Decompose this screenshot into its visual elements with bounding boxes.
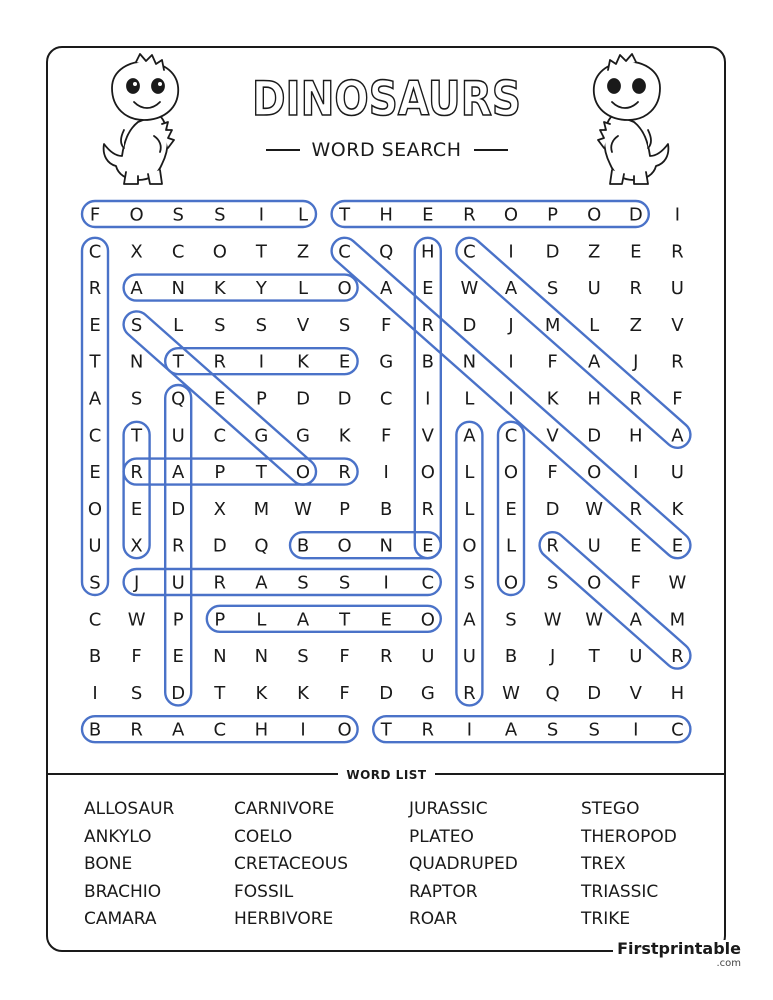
grid-cell[interactable]: S [255,314,268,336]
grid-cell[interactable]: A [296,609,310,631]
grid-cell[interactable]: N [129,351,144,373]
word-list-column [234,796,348,934]
grid-cell[interactable]: W [585,609,604,631]
grid-cell[interactable]: M [669,609,686,631]
highlight-ankylo [124,275,358,301]
grid-cell[interactable]: A [88,388,102,410]
grid-cell[interactable]: I [466,719,473,741]
grid-cell[interactable]: R [546,535,559,557]
grid-cell[interactable]: P [214,462,226,484]
grid-cell[interactable]: W [502,682,520,704]
grid-cell[interactable]: N [379,535,393,557]
grid-cell[interactable]: L [297,278,309,300]
grid-cell[interactable]: E [89,462,101,484]
grid-cell[interactable]: L [464,388,475,410]
grid-cell[interactable]: I [383,462,389,484]
grid-cell[interactable]: W [668,572,687,594]
grid-cell[interactable]: K [546,388,559,410]
grid-cell[interactable]: L [256,609,267,631]
grid-cell[interactable]: T [339,609,351,631]
grid-cell[interactable]: C [338,241,351,263]
grid-cell[interactable]: B [88,719,102,741]
grid-cell[interactable]: A [172,462,185,484]
grid-cell[interactable]: U [421,646,435,668]
grid-cell[interactable]: W [460,278,479,300]
word-list-item: BRACHIO [84,881,162,902]
grid-cell[interactable]: O [503,204,519,226]
grid-cell[interactable]: A [255,572,268,594]
grid-cell[interactable]: D [171,498,186,520]
grid-cell[interactable]: B [380,498,393,520]
word-list-title: WORD LIST [338,768,434,782]
word-list-item: ALLOSAUR [84,799,175,819]
grid-cell[interactable]: R [671,646,684,668]
grid-cell[interactable]: R [338,462,351,484]
grid-cell[interactable]: F [547,351,558,373]
brand-name: Firstprintable [617,939,741,958]
grid-cell[interactable]: R [213,572,227,594]
grid-cell[interactable]: T [214,682,226,704]
grid-cell[interactable]: P [255,388,267,410]
grid-cell[interactable]: S [214,204,226,226]
grid-cell[interactable]: J [549,646,556,668]
grid-cell[interactable]: W [294,498,312,520]
highlight-fossil [82,201,316,227]
grid-cell[interactable]: V [629,682,642,704]
word-list-item: RAPTOR [409,881,478,902]
word-list-item: CRETACEOUS [234,854,349,874]
grid-cell[interactable]: G [420,682,435,704]
brand-logo [613,940,745,969]
grid-cell[interactable]: R [421,498,435,520]
grid-cell[interactable]: K [213,278,226,300]
grid-cell[interactable]: H [587,388,601,410]
grid-cell[interactable]: D [628,204,643,226]
grid-cell[interactable]: E [422,204,434,226]
grid-cell[interactable]: C [171,241,185,263]
grid-cell[interactable]: W [585,498,604,520]
grid-cell[interactable]: S [297,646,309,668]
grid-cell[interactable]: E [422,278,434,300]
grid-cell[interactable]: S [338,572,351,594]
word-list-item: CARNIVORE [234,799,335,819]
grid-cell[interactable]: Y [255,278,267,300]
grid-cell[interactable]: W [127,609,146,631]
grid-cell[interactable]: K [255,682,268,704]
grid-cell[interactable]: E [422,535,434,557]
grid-cell[interactable]: D [587,425,602,447]
word-list-item: CAMARA [84,909,157,929]
grid-cell[interactable]: O [420,462,435,484]
grid-cell[interactable]: U [587,278,601,300]
grid-cell[interactable]: S [588,719,600,741]
grid-cell[interactable]: B [421,351,434,373]
grid-cell[interactable]: A [380,278,393,300]
grid-cell[interactable]: E [630,535,642,557]
highlight-camara [451,232,696,453]
grid-cell[interactable]: P [339,498,351,520]
grid-cell[interactable]: O [587,572,602,594]
grid-cell[interactable]: C [379,388,393,410]
grid-cell[interactable]: S [546,278,559,300]
word-list [84,796,704,936]
grid-cell[interactable]: I [258,204,265,226]
grid-cell[interactable]: E [338,351,351,373]
grid-cell[interactable]: R [421,719,435,741]
grid-cell[interactable]: T [380,719,392,741]
grid-cell[interactable]: I [674,204,681,226]
grid-cell[interactable]: Z [296,241,310,263]
grid-cell[interactable]: O [212,241,227,263]
grid-cell[interactable]: D [337,388,352,410]
grid-cell[interactable]: J [633,351,639,373]
grid-cell[interactable]: O [87,498,103,520]
grid-cell[interactable]: E [671,535,684,557]
grid-cell[interactable]: D [462,314,477,336]
grid-cell[interactable]: S [130,314,143,336]
grid-cell[interactable]: J [508,314,514,336]
grid-cell[interactable]: H [254,719,269,741]
grid-cell[interactable]: F [630,572,641,594]
grid-cell[interactable]: X [213,498,226,520]
grid-cell[interactable]: E [380,609,392,631]
grid-cell[interactable]: V [671,314,684,336]
grid-cell[interactable]: R [171,535,185,557]
grid-cell[interactable]: M [544,314,561,336]
grid-cell[interactable]: D [587,682,602,704]
grid-cell[interactable]: F [339,682,350,704]
grid-cell[interactable]: U [670,278,684,300]
grid-cell[interactable]: A [463,425,476,447]
grid-cell[interactable]: R [629,278,643,300]
word-list-item: COELO [234,826,293,847]
highlight-raptor [124,459,358,485]
grid-cell[interactable]: T [339,204,351,226]
grid-cell[interactable]: I [633,462,639,484]
grid-cell[interactable]: G [254,425,269,447]
grid-cell[interactable]: R [130,719,143,741]
grid-cell[interactable]: C [88,609,102,631]
grid-cell[interactable]: I [92,682,98,704]
grid-cell[interactable]: U [670,462,684,484]
grid-cell[interactable]: R [671,241,684,263]
grid-cell[interactable]: U [171,425,185,447]
grid-cell[interactable]: H [629,425,643,447]
grid-cell[interactable]: J [133,572,140,594]
grid-cell[interactable]: P [214,609,226,631]
word-list-item: THEROPOD [581,826,677,847]
grid-cell[interactable]: T [588,646,600,668]
grid-cell[interactable]: P [547,204,559,226]
grid-cell[interactable]: L [464,498,475,520]
grid-cell[interactable]: T [131,425,143,447]
grid-cell[interactable]: E [505,498,517,520]
grid-cell[interactable]: W [543,609,562,631]
grid-cell[interactable]: N [462,351,477,373]
word-list-item: TRIKE [581,909,631,929]
grid-cell[interactable]: N [171,278,185,300]
grid-cell[interactable]: E [630,241,642,263]
grid-cell[interactable]: A [172,719,185,741]
grid-cell[interactable]: A [130,278,143,300]
grid-cell[interactable]: A [504,719,518,741]
grid-cell[interactable]: S [214,314,226,336]
grid-cell[interactable]: K [297,351,309,373]
grid-cell[interactable]: H [670,682,685,704]
grid-cell[interactable]: U [462,646,476,668]
word-list-column [581,796,677,934]
grid-cell[interactable]: X [130,535,143,557]
grid-cell[interactable]: N [213,646,227,668]
grid-cell[interactable]: F [672,388,683,410]
grid-cell[interactable]: I [300,719,306,741]
grid-cell[interactable]: H [421,241,435,263]
highlight-plateo [207,606,441,632]
grid-cell[interactable]: O [587,462,602,484]
word-list-column [84,796,174,934]
grid-cell[interactable]: S [297,572,309,594]
grid-cell[interactable]: T [255,462,267,484]
grid-cell[interactable]: E [89,314,101,336]
grid-cell[interactable]: F [381,425,392,447]
word-list-heading [0,764,773,783]
grid-cell[interactable]: D [212,535,227,557]
word-list-item: JURASSIC [409,799,488,819]
grid-cell[interactable]: S [172,204,184,226]
grid-cell[interactable]: B [88,646,102,668]
grid-cell[interactable]: D [296,388,310,410]
grid-cell[interactable]: C [671,719,684,741]
grid-cell[interactable]: A [629,609,642,631]
grid-cell[interactable]: U [629,646,643,668]
grid-cell[interactable]: T [172,351,184,373]
grid-cell[interactable]: C [463,241,476,263]
grid-cell[interactable]: F [547,462,558,484]
grid-cell[interactable]: I [425,388,431,410]
grid-cell[interactable]: O [295,462,311,484]
grid-cell[interactable]: D [545,498,560,520]
grid-cell[interactable]: F [89,204,101,226]
grid-cell[interactable]: K [338,425,351,447]
grid-cell[interactable]: L [464,462,475,484]
grid-cell[interactable]: B [296,535,310,557]
grid-cell[interactable]: E [130,498,143,520]
grid-cell[interactable]: S [546,719,559,741]
word-list-column [409,796,518,934]
grid-cell[interactable]: F [381,314,392,336]
grid-cell[interactable]: O [462,535,477,557]
grid-cell[interactable]: I [633,719,639,741]
grid-cell[interactable]: Q [379,241,394,263]
grid-cell[interactable]: F [339,646,350,668]
grid-cell[interactable]: G [296,425,310,447]
grid-cell[interactable]: O [420,609,435,631]
grid-cell[interactable]: S [130,388,143,410]
word-list-item: HERBIVORE [234,909,334,929]
grid-cell[interactable]: L [589,314,600,336]
grid-cell[interactable]: R [421,314,435,336]
brand-domain: .com [716,958,741,969]
grid-cell[interactable]: S [546,572,559,594]
grid-cell[interactable]: C [213,425,227,447]
grid-cell[interactable]: Q [171,388,186,410]
grid-cell[interactable]: Q [254,535,269,557]
grid-cell[interactable]: C [421,572,435,594]
grid-cell[interactable]: B [504,646,518,668]
grid-cell[interactable]: R [213,351,227,373]
word-list-item: QUADRUPED [409,854,518,874]
grid-cell[interactable]: V [546,425,559,447]
grid-cell[interactable]: O [337,719,352,741]
grid-cell[interactable]: I [258,351,265,373]
grid-cell[interactable]: L [505,535,517,557]
grid-cell[interactable]: N [254,646,269,668]
grid-cell[interactable]: Z [588,241,601,263]
grid-cell[interactable]: U [88,535,102,557]
grid-cell[interactable]: R [379,646,393,668]
grid-cell[interactable]: Z [629,314,642,336]
grid-cell[interactable]: H [379,204,393,226]
word-list-item: BONE [84,854,133,874]
grid-cell[interactable]: A [504,278,518,300]
grid-cell[interactable]: S [130,682,143,704]
grid-cell[interactable]: D [171,682,186,704]
word-list-item: STEGO [581,799,640,819]
grid-cell[interactable]: S [505,609,517,631]
grid-cell[interactable]: S [338,314,351,336]
grid-cell[interactable]: E [172,646,184,668]
grid-cell[interactable]: I [383,572,389,594]
word-list-item: FOSSIL [234,881,294,902]
grid-cell[interactable]: R [88,278,102,300]
grid-cell[interactable]: C [213,719,227,741]
grid-cell[interactable]: C [88,241,102,263]
grid-cell[interactable]: R [130,462,143,484]
grid-cell[interactable]: C [88,425,102,447]
grid-cell[interactable]: D [545,241,560,263]
word-list-item: TREX [581,854,626,874]
grid-cell[interactable]: S [463,572,476,594]
grid-cell[interactable]: A [463,609,476,631]
word-list-item: TRIASSIC [581,881,659,902]
grid-cell[interactable]: L [297,204,309,226]
grid-cell[interactable]: E [214,388,226,410]
grid-cell[interactable]: T [89,351,101,373]
grid-cell[interactable]: V [421,425,434,447]
grid-cell[interactable]: Q [545,682,560,704]
grid-cell[interactable]: V [296,314,310,336]
grid-cell[interactable]: O [129,204,144,226]
grid-cell[interactable]: I [508,351,514,373]
grid-cell[interactable]: R [463,682,476,704]
grid-cell[interactable]: K [671,498,684,520]
page-title: DINOSAURS [252,72,521,127]
grid-cell[interactable]: O [503,572,519,594]
grid-cell[interactable]: M [253,498,270,520]
grid-cell[interactable]: F [131,646,142,668]
grid-cell[interactable]: R [629,388,643,410]
grid-cell[interactable]: L [173,314,184,336]
grid-cell[interactable]: C [504,425,518,447]
grid-cell[interactable]: T [255,241,267,263]
grid-cell[interactable]: I [508,241,514,263]
grid-cell[interactable]: P [172,609,184,631]
grid-cell[interactable]: D [379,682,394,704]
word-list-item: ROAR [409,909,458,929]
grid-cell[interactable]: A [588,351,601,373]
subtitle: WORD SEARCH [311,139,462,161]
grid-cell[interactable]: U [171,572,185,594]
grid-cell[interactable]: G [379,351,394,373]
grid-cell[interactable]: R [463,204,476,226]
grid-cell[interactable]: U [587,535,601,557]
grid-cell[interactable]: S [89,572,101,594]
grid-cell[interactable]: A [671,425,684,447]
grid-cell[interactable]: X [130,241,143,263]
grid-cell[interactable]: O [587,204,602,226]
grid-cell[interactable]: O [337,278,352,300]
grid-cell[interactable]: R [629,498,643,520]
word-list-item: PLATEO [409,826,474,847]
grid-cell[interactable]: O [337,535,352,557]
grid-cell[interactable]: I [508,388,514,410]
grid-cell[interactable]: O [503,462,519,484]
grid-cell[interactable]: K [297,682,309,704]
grid-cell[interactable]: R [671,351,684,373]
word-list-item: ANKYLO [84,826,152,847]
